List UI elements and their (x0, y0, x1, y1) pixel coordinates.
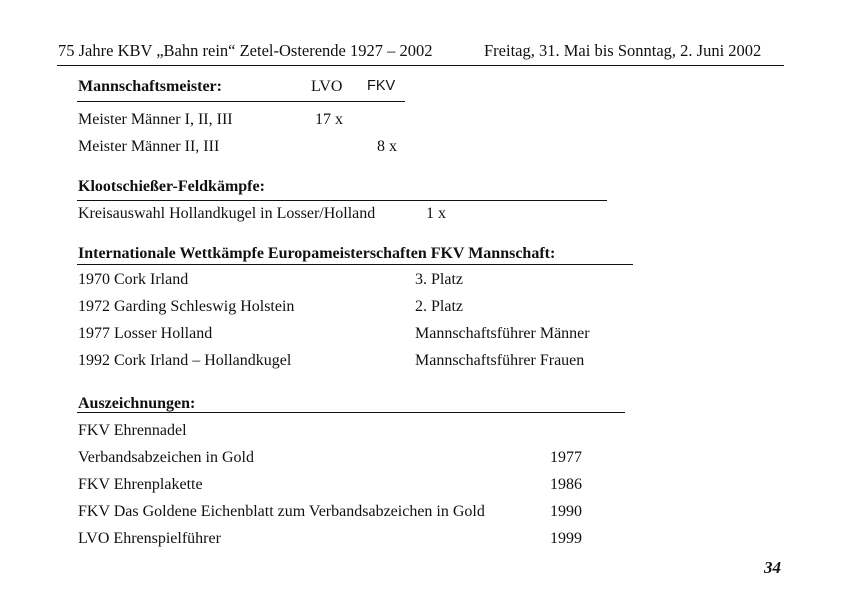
list-item-label: Verbandsabzeichen in Gold (78, 449, 254, 466)
list-item-year: 1977 (550, 449, 582, 466)
column-header-fkv: FKV (367, 78, 396, 94)
list-item-fkv: 8 x (377, 138, 397, 155)
section-title-feldkaempfe: Klootschießer-Feldkämpfe: (78, 178, 265, 195)
list-item-label: 1970 Cork Irland (78, 271, 189, 288)
list-item-value: Mannschaftsführer Frauen (415, 352, 585, 369)
list-item-label: Meister Männer II, III (78, 138, 220, 155)
list-item-label: Kreisauswahl Hollandkugel in Losser/Holland (78, 205, 376, 222)
list-item-label: Meister Männer I, II, III (78, 111, 233, 128)
list-item-label: FKV Das Goldene Eichenblatt zum Verbandsabzeichen in Gold (78, 503, 485, 520)
list-item-label: LVO Ehrenspielführer (78, 530, 221, 547)
page-number: 34 (764, 558, 781, 577)
section-rule-mannschaftsmeister (77, 101, 405, 102)
list-item-lvo: 17 x (315, 111, 343, 128)
list-item-year: 1990 (550, 503, 582, 520)
section-rule-auszeichnungen (77, 412, 625, 413)
list-item-label: 1972 Garding Schleswig Holstein (78, 298, 295, 315)
section-rule-feldkaempfe (77, 200, 607, 201)
section-title-mannschaftsmeister: Mannschaftsmeister: (78, 78, 222, 95)
column-header-lvo: LVO (311, 78, 343, 95)
section-title-international: Internationale Wettkämpfe Europameisterschaften FKV Mannschaft: (78, 245, 556, 262)
section-rule-international (77, 264, 633, 265)
list-item-value: 1 x (426, 205, 446, 222)
running-header-right: Freitag, 31. Mai bis Sonntag, 2. Juni 2002 (484, 41, 762, 60)
list-item-label: 1992 Cork Irland – Hollandkugel (78, 352, 292, 369)
list-item-value: Mannschaftsführer Männer (415, 325, 590, 342)
list-item-label: 1977 Losser Holland (78, 325, 213, 342)
list-item-value: 3. Platz (415, 271, 463, 288)
list-item-year: 1999 (550, 530, 582, 547)
list-item-label: FKV Ehrennadel (78, 422, 187, 439)
header-rule (57, 65, 784, 66)
running-header-left: 75 Jahre KBV „Bahn rein“ Zetel-Osterende 1927 – 2002 (58, 41, 433, 60)
list-item-label: FKV Ehrenplakette (78, 476, 203, 493)
list-item-year: 1986 (550, 476, 582, 493)
section-title-auszeichnungen: Auszeichnungen: (78, 395, 196, 412)
list-item-value: 2. Platz (415, 298, 463, 315)
